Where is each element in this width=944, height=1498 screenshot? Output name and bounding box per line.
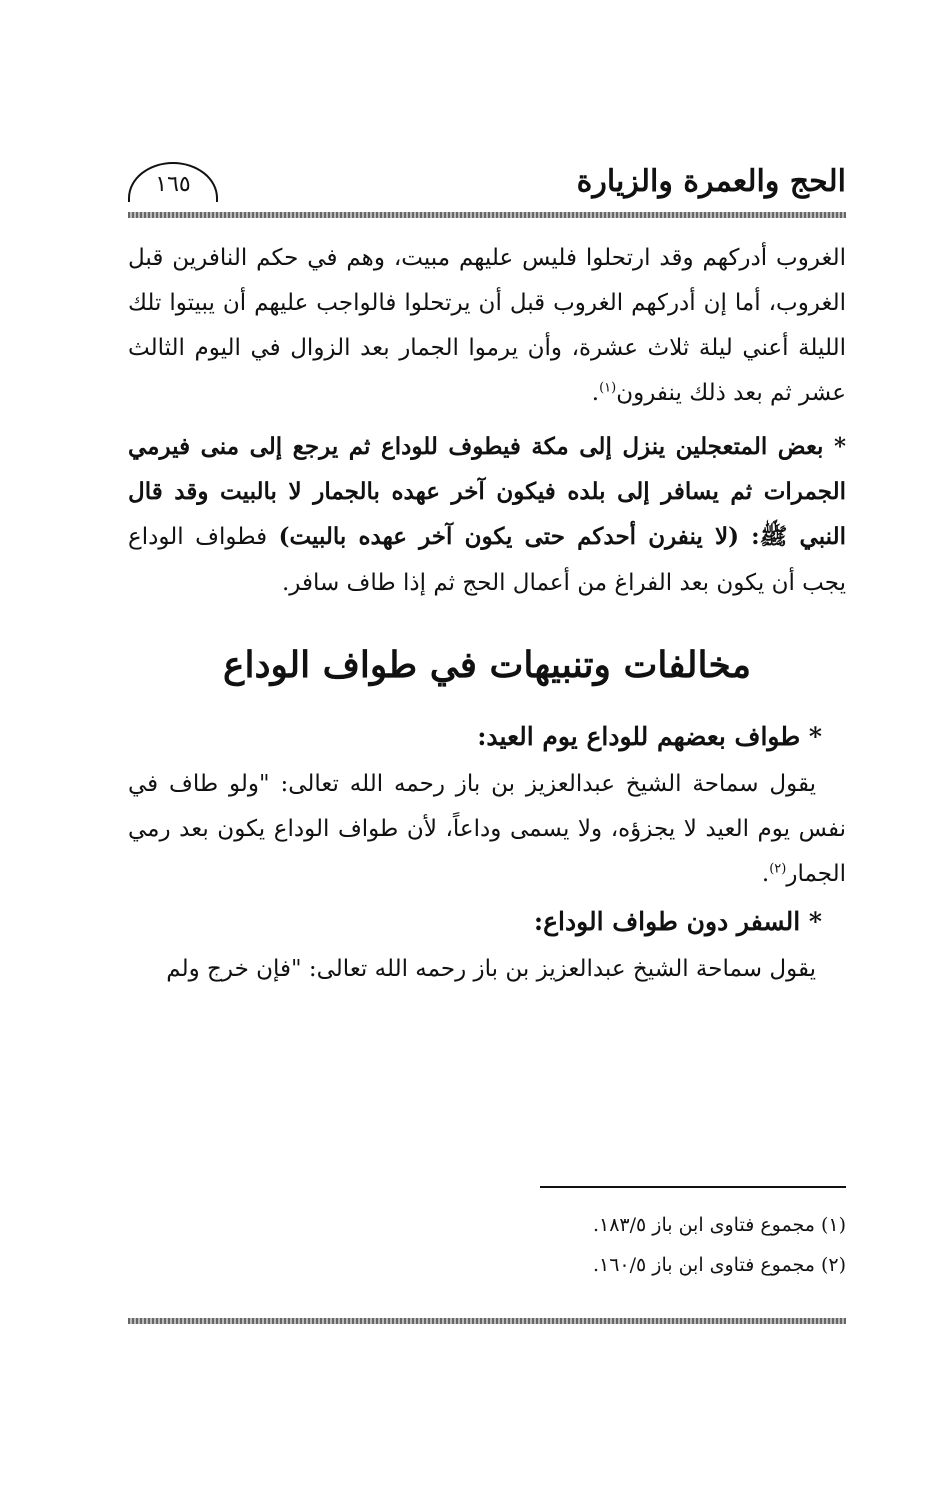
paragraph-end: . [591, 380, 600, 406]
paragraph-text: فطواف الوداع يجب أن يكون بعد الفراغ من أعمال الحج ثم إذا طاف سافر. [128, 524, 846, 596]
paragraph-end: . [761, 861, 770, 887]
running-header [128, 160, 846, 212]
paragraph-text: الغروب أدركهم وقد ارتحلوا فليس عليهم مبيت، وهم في حكم النافرين قبل الغروب، أما إن أدركهم الغروب قبل أن يرتحلوا فالواجب عليهم أن يبيتوا تلك الليلة أعني ليلة ثلاث عشرة، وأن يرموا الجمار بعد الزوال في اليوم الثالث عشر ثم بعد ذلك ينفرون [128, 245, 846, 406]
header-divider [128, 212, 846, 218]
page-body [128, 236, 846, 992]
paragraph: يقول سماحة الشيخ عبدالعزيز بن باز رحمه الله تعالى: "فإن خرج ولم [166, 956, 816, 982]
footer-divider [128, 1318, 846, 1324]
section-title: مخالفات وتنبيهات في طواف الوداع [223, 644, 751, 686]
page-number: ١٦٥ [128, 162, 218, 202]
paragraph [128, 236, 846, 416]
subheading: * طواف بعضهم للوداع يوم العيد: [477, 722, 822, 751]
subheading: * السفر دون طواف الوداع: [533, 907, 822, 936]
footnotes [540, 1205, 846, 1285]
footnote-separator [540, 1186, 846, 1188]
footnote: (٢) مجموع فتاوى ابن باز ١٦٠/٥. [592, 1254, 846, 1276]
footnote-ref: (١) [599, 380, 617, 396]
paragraph-text: يقول سماحة الشيخ عبدالعزيز بن باز رحمه الله تعالى: "ولو طاف في نفس يوم العيد لا يجزؤه، ولا يسمى وداعاً، لأن طواف الوداع يكون بعد رمي الجمار [128, 771, 846, 887]
paragraph [128, 762, 846, 897]
footnote-ref: (٢) [769, 861, 787, 877]
book-title: الحج والعمرة والزيارة [576, 164, 846, 199]
footnote: (١) مجموع فتاوى ابن باز ١٨٣/٥. [592, 1214, 846, 1236]
bold-statement: * بعض المتعجلين ينزل إلى مكة فيطوف للوداع ثم يرجع إلى منى فيرمي الجمرات ثم يسافر إلى بلده فيكون آخر عهده بالجمار لا بالبيت وقد قال النبي ﷺ: (لا ينفرن أحدكم حتى يكون آخر عهده بالبيت) [128, 433, 847, 550]
paragraph [128, 424, 846, 606]
